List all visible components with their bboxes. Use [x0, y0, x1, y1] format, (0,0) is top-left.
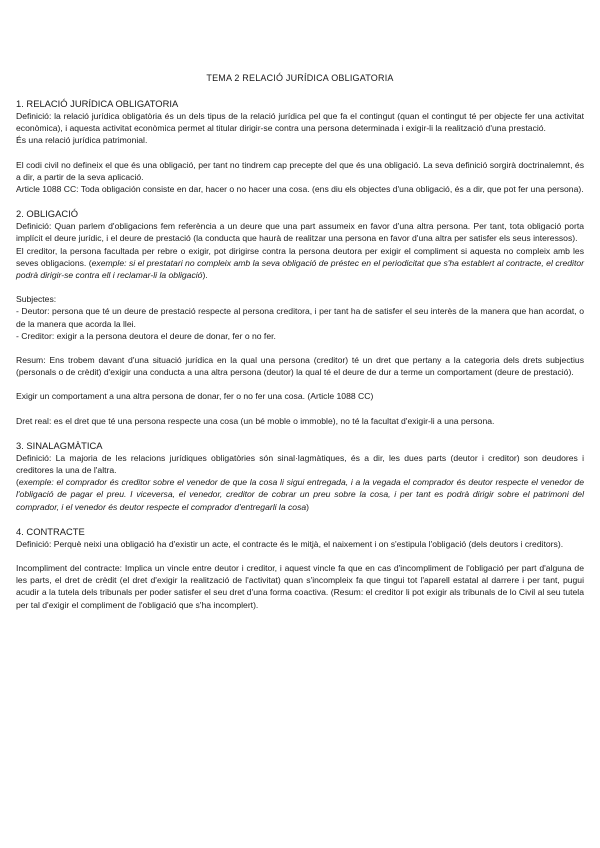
document-body — [16, 97, 584, 611]
spacer — [16, 147, 584, 159]
example-text: exemple: el comprador és creditor sobre el venedor de que la cosa li sigui entregada, i a la vegada el comprador és deutor respecte el venedor de l'obligació de pagar el preu. I viceversa, el venedor, creditor de cobrar un preu sobre la cosa, i per tant es podrà dirigir sobre el patrimoni del comprador, i el venedor és deutor respecte el comprador d'entregarli la cosa — [16, 477, 584, 512]
example-text: exemple: si el prestatari no compleix amb la seva obligació de préstec en el periodicitat que s'ha establert al contracte, el creditor podrà dirigir-se contra ell i reclamar-li la obligació — [16, 257, 584, 281]
paragraph: Dret real: es el dret que té una persona respecte una cosa (un bé moble o immoble), no té la facultat d'exigir-li a una persona. — [16, 415, 495, 426]
spacer — [16, 550, 584, 562]
spacer — [16, 427, 584, 439]
paragraph: El codi civil no defineix el que és una obligació, per tant no tindrem cap precepte del que és una obligació. La seva definició sorgirà doctrinalemnt, és a dir, a partir de la seva aplicació. — [16, 159, 584, 182]
paragraph: Resum: Ens trobem davant d'una situació jurídica en la qual una persona (creditor) té un dret que pertany a la categoria dels drets subjectius (personals o de crèdit) d'exigir una conducta a una altra persona (deutor) la qual té el deure de dur a terme un comportament (deure de prestació). — [16, 355, 584, 378]
paragraph: Definició: Quan parlem d'obligacions fem referència a un deure que una part assumeix en favor d'una altra persona. Per tant, tota obligació porta implícit el deure jurídic, i el deure de prestació (la conducta que haurà de realitzar una persona en favor d'una altra per satisfer els seus interessos). — [16, 221, 584, 244]
spacer — [16, 513, 584, 525]
document-title: TEMA 2 RELACIÓ JURÍDICA OBLIGATORIA — [206, 73, 394, 83]
section-heading: 3. SINALAGMÀTICA — [16, 439, 103, 451]
spacer — [16, 378, 584, 390]
paragraph: Incompliment del contracte: Implica un vincle entre deutor i creditor, i aquest vincle fa que en cas d'incompliment de l'obligació per part d'alguna de les parts, el dret de crèdit (el dret d'exigir la realització de l'activitat) quan s'incompleix fa que tingui tot l'aparell estatal al darrere i per tant, pugui acudir a la tutela dels tribunals per poder satisfer el seu dret d'una forma coactiva. (Resum: el creditor li pot exigir als tribunals de lo Civil al seu tutela per tal d'exigir el compliment de l'obligació que s'ha incomplert). — [16, 563, 584, 610]
spacer — [16, 342, 584, 354]
list-item: - Deutor: persona que té un deure de prestació respecte al persona creditora, i per tant ha de satisfer el seu interès de la manera que han acordat, o de la manera que acorda la llei. — [16, 306, 584, 329]
section-heading: 1. RELACIÓ JURÍDICA OBLIGATORIA — [16, 98, 179, 109]
paragraph — [16, 476, 584, 513]
subjectes-label: Subjectes: — [16, 294, 57, 305]
section-sinalagmatica — [16, 439, 584, 513]
section-heading: 4. CONTRACTE — [16, 525, 85, 537]
paragraph: Definició: Perquè neixi una obligació ha d'existir un acte, el contracte és le mitjà, el naixement i on s'estipula l'obligació (dels deutors i creditors). — [16, 538, 564, 549]
section-obligacio — [16, 207, 584, 427]
spacer — [16, 195, 584, 207]
paragraph: Definició: La majoria de les relacions jurídiques obligatòries són sinal·lagmàtiques, és a dir, les dues parts (deutor i creditor) son deudores i creditores la una de l'altra. — [16, 452, 584, 476]
list-item: - Creditor: exigir a la persona deutora el deure de donar, fer o no fer. — [16, 330, 276, 341]
section-contracte — [16, 525, 584, 611]
section-heading: 2. OBLIGACIÓ — [16, 208, 78, 220]
paragraph-text: ). — [202, 270, 208, 281]
section-relacio-juridica — [16, 97, 584, 195]
spacer — [16, 281, 584, 293]
paragraph-text: ( — [16, 477, 19, 488]
paragraph-text: El creditor, la persona facultada per rebre o exigir, pot dirigirse contra la persona deutora per exigir el compliment si aquesta no compleix amb les seves obligacions. ( — [16, 245, 584, 268]
paragraph: Exigir un comportament a una altra persona de donar, fer o no fer una cosa. (Article 1088 CC) — [16, 391, 374, 402]
paragraph — [16, 245, 584, 282]
spacer — [16, 403, 584, 415]
paragraph: Article 1088 CC: Toda obligación consiste en dar, hacer o no hacer una cosa. (ens diu els objectes d'una obligació, és a dir, que pot fer una persona). — [16, 184, 584, 195]
paragraph-text: ) — [306, 501, 310, 512]
paragraph: És una relació jurídica patrimonial. — [16, 135, 148, 146]
paragraph: Definició: la relació jurídica obligatòria és un dels tipus de la relació jurídica pel que fa el contingut (quan el contingut té per objecte fer una activitat econòmica), i aquesta activitat econòmica permet al titular dirigir-se contra una persona determinada i exigir-li la realització d'una prestació. — [16, 111, 584, 134]
